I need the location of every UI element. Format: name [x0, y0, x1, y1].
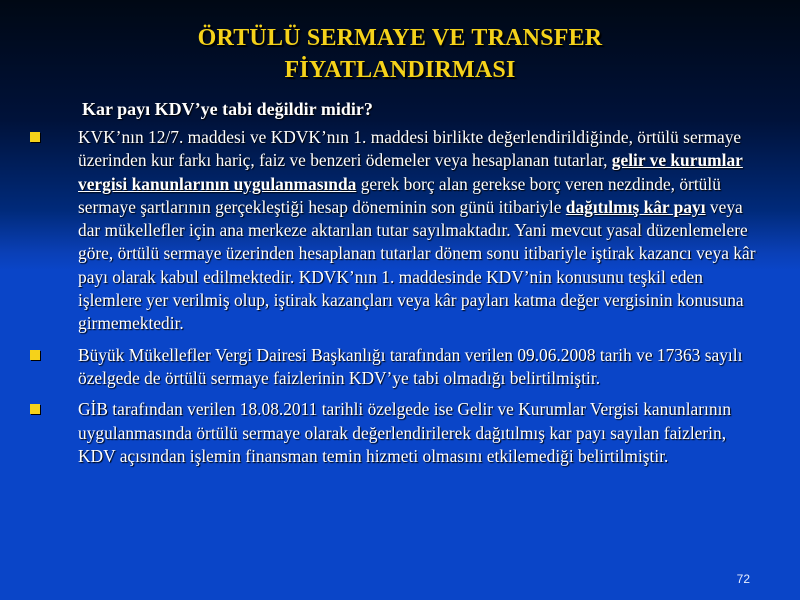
slide-subtitle: Kar payı KDV’ye tabi değildir midir?	[82, 99, 373, 119]
square-bullet-icon	[30, 350, 40, 360]
bullet-1-emphasis-2: dağıtılmış kâr payı	[565, 196, 706, 217]
bullet-item-3	[18, 398, 758, 468]
bullet-1-text-part-3: veya dar mükellefler için ana merkeze aktarılan tutar sayılmaktadır. Yani mevcut yasal düzenlemelere göre, örtülü sermaye üzerinden hesaplanan tutarlar dönem sonu itibariyle iştirak kazancı veya kâr payı olarak kabul edilmektedir. KDVK’nın 1. maddesinde KDV’nin konusunu teşkil eden işlemlere yer verilmiş olup, iştirak kazançları veya kâr payları katma değer vergisinin konusuna girmemektedir.	[78, 196, 756, 334]
page-number: 72	[736, 572, 750, 586]
square-bullet-icon	[30, 132, 40, 142]
bullet-1-emphasis-1: gelir ve kurumlar vergisi kanunlarının uygulanmasında	[78, 150, 743, 194]
bullet-1-text-part-1: KVK’nın 12/7. maddesi ve KDVK’nın 1. maddesi birlikte değerlendirildiğinde, örtülü sermaye üzerinden kur farkı hariç, faiz ve benzeri ödemeler veya hesaplanan tutarlar,	[78, 127, 742, 171]
square-bullet-icon	[30, 404, 40, 414]
bullet-1-text-part-2: gerek borç alan gerekse borç veren nezdinde, örtülü sermaye şartlarının gerçekleştiği hesap döneminin son günü itibariyle	[78, 173, 721, 217]
bullet-3-text: GİB tarafından verilen 18.08.2011 tarihli özelgede ise Gelir ve Kurumlar Vergisi kanunlarının uygulanmasında örtülü sermaye olarak değerlendirilerek dağıtılmış kar payı sayılan faizlerin, KDV açısından işlemin finansman temin hizmeti olmasını etkilemediği belirtilmiştir.	[78, 399, 732, 466]
bullet-item-1	[18, 126, 758, 336]
slide-title	[0, 22, 800, 86]
bullet-2-text: Büyük Mükellefler Vergi Dairesi Başkanlığı tarafından verilen 09.06.2008 tarih ve 17363 sayılı özelgede de örtülü sermaye faizlerinin KDV’ye tabi olmadığı belirtilmiştir.	[78, 344, 743, 388]
bullet-list	[18, 126, 758, 476]
slide-title-line-1: ÖRTÜLÜ SERMAYE VE TRANSFER	[197, 25, 603, 51]
slide-title-line-2: FİYATLANDIRMASI	[284, 57, 516, 83]
bullet-item-2	[18, 344, 758, 391]
